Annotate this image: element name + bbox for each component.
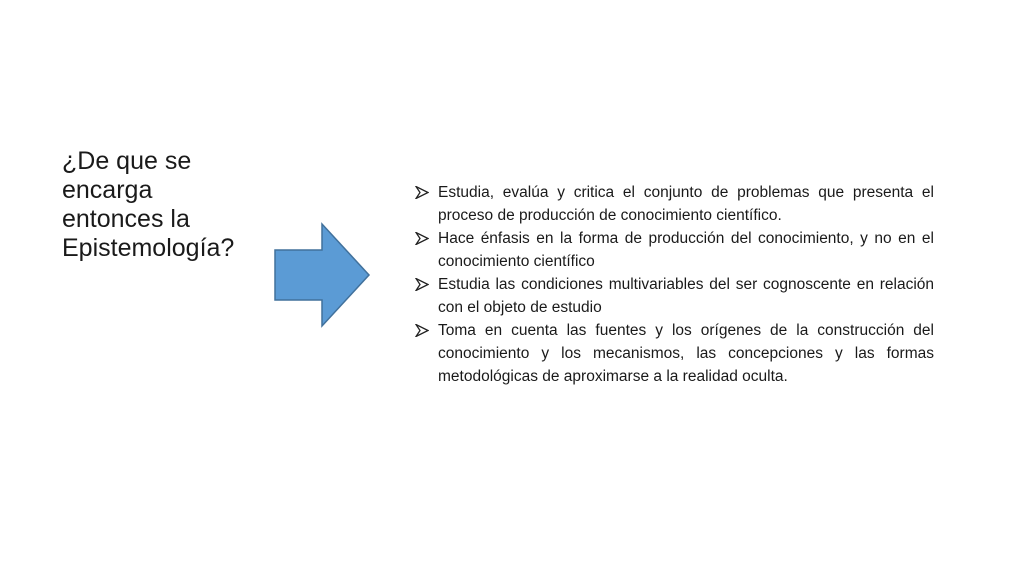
bullet-text: Estudia las condiciones multivariables del ser cognoscente en relación con el objeto de estudio bbox=[438, 276, 934, 316]
question-line-3: entonces la bbox=[62, 205, 190, 233]
bullet-text: Estudia, evalúa y critica el conjunto de problemas que presenta el proceso de producción de conocimiento científico. bbox=[438, 184, 934, 224]
bullet-item bbox=[414, 181, 934, 227]
arrow-bullet-icon bbox=[415, 186, 429, 199]
bullet-text: Hace énfasis en la forma de producción del conocimiento, y no en el conocimiento científico bbox=[438, 230, 934, 270]
arrow-bullet-icon bbox=[415, 324, 429, 337]
right-arrow-icon bbox=[272, 222, 372, 328]
bullet-list bbox=[414, 181, 934, 388]
question-line-4: Epistemología? bbox=[62, 234, 235, 262]
arrow-bullet-icon bbox=[415, 232, 429, 245]
bullet-item bbox=[414, 273, 934, 319]
question-heading bbox=[62, 147, 282, 263]
question-line-2: encarga bbox=[62, 176, 153, 204]
bullet-item bbox=[414, 227, 934, 273]
bullet-item bbox=[414, 319, 934, 388]
question-line-1: ¿De que se bbox=[62, 147, 192, 175]
bullet-text: Toma en cuenta las fuentes y los orígenes de la construcción del conocimiento y los mecanismos, las concepciones y las formas metodológicas de aproximarse a la realidad oculta. bbox=[438, 322, 934, 385]
arrow-bullet-icon bbox=[415, 278, 429, 291]
